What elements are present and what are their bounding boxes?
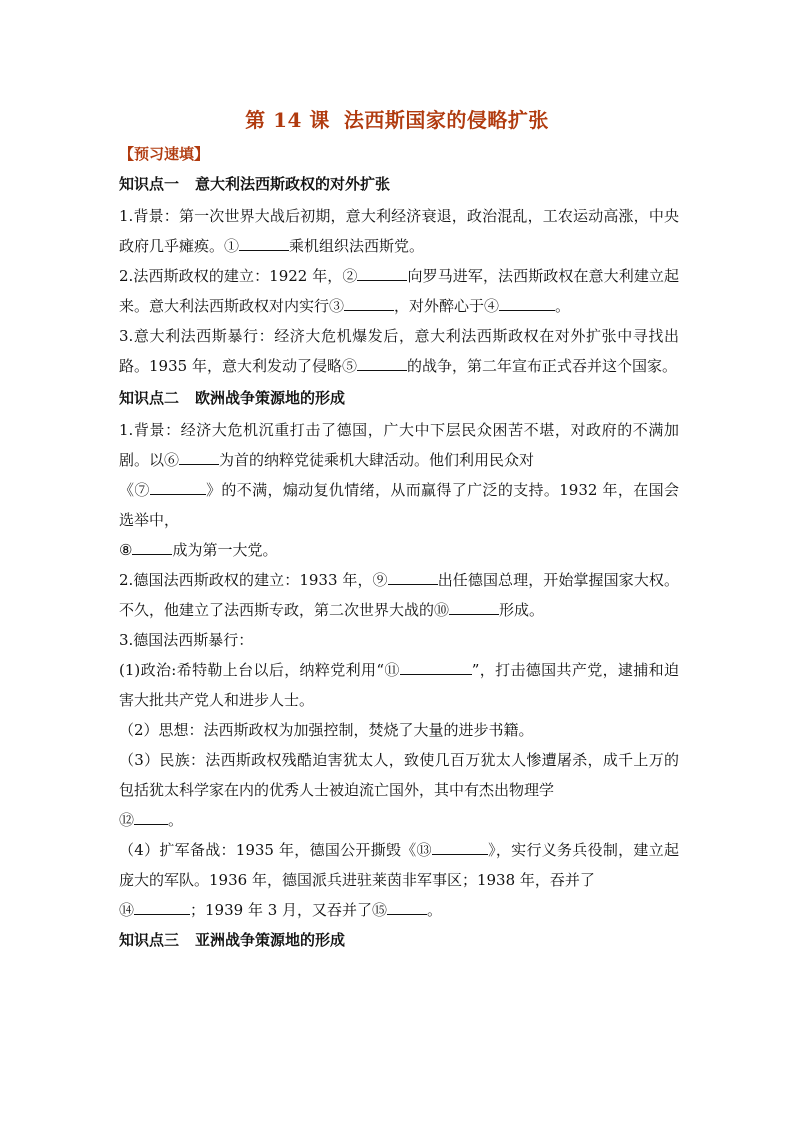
text: 的战争，第二年宣布正式吞并这个国家。 bbox=[406, 357, 677, 375]
text: 》的不满，煽动复仇情绪，从而赢得了广泛的支持。1932 年，在国会选举中， bbox=[119, 481, 679, 529]
fill-blank-13[interactable] bbox=[432, 838, 488, 855]
k2-sub-1 bbox=[119, 655, 679, 715]
k1-paragraph-1 bbox=[119, 201, 679, 261]
k2-paragraph-3: 3.德国法西斯暴行： bbox=[119, 631, 254, 649]
text: （3）民族：法西斯政权残酷迫害犹太人，致使几百万犹太人惨遭屠杀，成千上万的包括犹太科学家在内的优秀人士被迫流亡国外，其中有杰出物理学 bbox=[119, 751, 679, 799]
fill-blank-15[interactable] bbox=[387, 898, 427, 915]
k1-paragraph-2 bbox=[119, 261, 679, 321]
fill-blank-3[interactable] bbox=[344, 294, 394, 311]
text: 2.德国法西斯政权的建立：1933 年，⑨ bbox=[119, 571, 388, 589]
k1-paragraph-3 bbox=[119, 321, 679, 381]
page-title bbox=[0, 104, 794, 133]
fill-blank-7[interactable] bbox=[150, 478, 206, 495]
k2-sub-3 bbox=[119, 745, 679, 835]
fill-blank-4[interactable] bbox=[499, 294, 555, 311]
knowledge-point-2-heading bbox=[119, 387, 679, 409]
text: 3.意大利法西斯暴行：经济大危机爆发后，意大利法西斯政权在对外扩张中寻找出路。1935 年，意大利发动了侵略⑤ bbox=[119, 327, 679, 375]
fill-blank-9[interactable] bbox=[388, 568, 438, 585]
text: 。 bbox=[168, 811, 184, 829]
text: ⑭ bbox=[119, 901, 135, 919]
text: (1)政治:希特勒上台以后，纳粹党利用“⑪ bbox=[119, 661, 400, 679]
knowledge-point-label: 知识点三 bbox=[119, 931, 180, 949]
text: ”，打击德国共产党，逮捕和迫害大批共产党人和进步人士。 bbox=[119, 661, 679, 709]
k2-sub-2: （2）思想：法西斯政权为加强控制，焚烧了大量的进步书籍。 bbox=[119, 721, 534, 739]
text: 2.法西斯政权的建立：1922 年，② bbox=[119, 267, 358, 285]
text: 。 bbox=[555, 297, 571, 315]
content bbox=[119, 143, 679, 957]
lesson-number: 第 14 课 bbox=[245, 108, 330, 132]
k2-paragraph-1 bbox=[119, 415, 679, 565]
text: 出任德国总理，开始掌握国家大权。不久，他建立了法西斯专政，第二次世界大战的⑩ bbox=[119, 571, 679, 619]
knowledge-point-label: 知识点一 bbox=[119, 175, 180, 193]
knowledge-point-name: 意大利法西斯政权的对外扩张 bbox=[195, 175, 391, 193]
lesson-name: 法西斯国家的侵略扩张 bbox=[343, 108, 549, 132]
knowledge-point-name: 欧洲战争策源地的形成 bbox=[195, 389, 346, 407]
text: 。 bbox=[427, 901, 443, 919]
preview-tag: 【预习速填】 bbox=[119, 145, 210, 163]
fill-blank-14[interactable] bbox=[134, 898, 190, 915]
text: 1.背景：经济大危机沉重打击了德国，广大中下层民众困苦不堪，对政府的不满加剧。以⑥ bbox=[119, 421, 679, 469]
fill-blank-11[interactable] bbox=[400, 658, 472, 675]
knowledge-point-label: 知识点二 bbox=[119, 389, 180, 407]
text: （4）扩军备战：1935 年，德国公开撕毁《⑬ bbox=[119, 841, 432, 859]
text: 》，实行义务兵役制，建立起庞大的军队。1936 年，德国派兵进驻莱茵非军事区；1938 年，吞并了 bbox=[119, 841, 679, 889]
text: 向罗马进军，法西斯政权在意大利建立起来。意大利法西斯政权对内实行③ bbox=[119, 267, 679, 315]
text: 形成。 bbox=[499, 601, 545, 619]
fill-blank-10[interactable] bbox=[449, 598, 499, 615]
k2-paragraph-2 bbox=[119, 565, 679, 625]
k2-sub-4 bbox=[119, 835, 679, 925]
text: 成为第一大党。 bbox=[172, 541, 278, 559]
text: ⑫ bbox=[119, 811, 135, 829]
fill-blank-12[interactable] bbox=[134, 808, 168, 825]
knowledge-point-1-heading bbox=[119, 173, 679, 195]
fill-blank-6[interactable] bbox=[179, 448, 219, 465]
fill-blank-2[interactable] bbox=[357, 264, 407, 281]
text: ，对外醉心于④ bbox=[394, 297, 500, 315]
text: ；1939 年 3 月，又吞并了⑮ bbox=[190, 901, 388, 919]
fill-blank-8[interactable] bbox=[132, 538, 172, 555]
knowledge-point-3-heading bbox=[119, 929, 679, 951]
text: 1.背景：第一次世界大战后初期，意大利经济衰退，政治混乱，工农运动高涨，中央政府几乎瘫痪。① bbox=[119, 207, 679, 255]
knowledge-point-name: 亚洲战争策源地的形成 bbox=[195, 931, 346, 949]
text: 《⑦ bbox=[119, 481, 150, 499]
fill-blank-1[interactable] bbox=[239, 234, 289, 251]
text: 乘机组织法西斯党。 bbox=[289, 237, 425, 255]
text: ⑧ bbox=[119, 541, 133, 559]
fill-blank-5[interactable] bbox=[357, 354, 407, 371]
text: 为首的纳粹党徒乘机大肆活动。他们利用民众对 bbox=[219, 451, 535, 469]
